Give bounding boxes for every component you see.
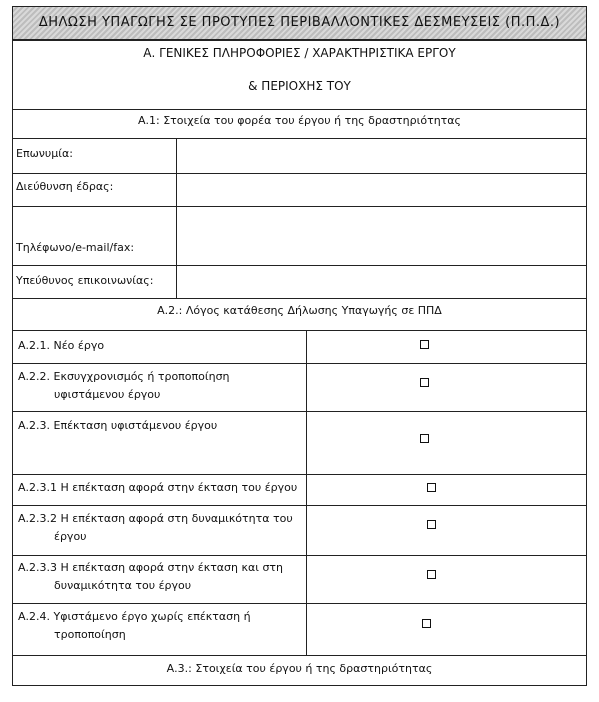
checkbox-a2-1[interactable] <box>420 340 429 349</box>
checkbox-a2-2[interactable] <box>420 378 429 387</box>
divider <box>12 206 587 207</box>
checkbox-a2-3[interactable] <box>420 434 429 443</box>
option-a2-4-label-cont: τροποποίηση <box>54 628 126 641</box>
divider <box>12 109 587 110</box>
field-value-contact[interactable] <box>182 240 582 255</box>
divider <box>12 363 587 364</box>
divider <box>12 411 587 412</box>
option-a2-3-3-label-cont: δυναμικότητα του έργου <box>54 579 192 592</box>
divider <box>12 298 587 299</box>
divider <box>12 603 587 604</box>
section-a-heading-line1: Α. ΓΕΝΙΚΕΣ ΠΛΗΡΟΦΟΡΙΕΣ / ΧΑΡΑΚΤΗΡΙΣΤΙΚΑ ΕΡΓΟΥ <box>143 46 456 60</box>
a3-heading: Α.3.: Στοιχεία του έργου ή της δραστηριότητας <box>166 662 433 675</box>
field-label-responsible: Υπεύθυνος επικοινωνίας: <box>16 274 154 287</box>
divider <box>12 474 587 475</box>
field-label-address: Διεύθυνση έδρας: <box>16 180 114 193</box>
option-a2-3-1-label: Α.2.3.1 Η επέκταση αφορά στην έκταση του έργου <box>18 481 298 494</box>
divider <box>12 555 587 556</box>
option-a2-1-label: Α.2.1. Νέο έργο <box>18 339 105 352</box>
checkbox-a2-4[interactable] <box>422 619 431 628</box>
divider <box>12 330 587 331</box>
divider <box>12 655 587 656</box>
checkbox-a2-3-1[interactable] <box>427 483 436 492</box>
form-title: ΔΗΛΩΣΗ ΥΠΑΓΩΓΗΣ ΣΕ ΠΡΟΤΥΠΕΣ ΠΕΡΙΒΑΛΛΟΝΤΙΚΕΣ ΔΕΣΜΕΥΣΕΙΣ (Π.Π.Δ.) <box>38 15 561 30</box>
option-a2-3-2-label-cont: έργου <box>54 530 87 543</box>
field-label-name: Επωνυμία: <box>16 147 73 160</box>
divider <box>12 265 587 266</box>
field-value-responsible[interactable] <box>182 273 582 288</box>
divider <box>12 138 587 139</box>
checkbox-a2-3-2[interactable] <box>427 520 436 529</box>
option-a2-3-3-label: Α.2.3.3 Η επέκταση αφορά στην έκταση και στη <box>18 561 284 574</box>
divider <box>12 505 587 506</box>
a1-column-divider <box>176 138 177 298</box>
option-a2-3-2-label: Α.2.3.2 Η επέκταση αφορά στη δυναμικότητα του <box>18 512 293 525</box>
option-a2-2-label-cont: υφιστάμενου έργου <box>54 388 161 401</box>
section-a-heading-line2: & ΠΕΡΙΟΧΗΣ ΤΟΥ <box>248 79 351 93</box>
form-title-band <box>12 6 587 40</box>
divider <box>12 173 587 174</box>
checkbox-a2-3-3[interactable] <box>427 570 436 579</box>
a2-heading: Α.2.: Λόγος κατάθεσης Δήλωσης Υπαγωγής σε ΠΠΔ <box>157 304 442 317</box>
field-label-contact: Τηλέφωνο/e-mail/fax: <box>16 241 135 254</box>
option-a2-2-label: Α.2.2. Εκσυγχρονισμός ή τροποποίηση <box>18 370 230 383</box>
option-a2-3-label: Α.2.3. Επέκταση υφιστάμενου έργου <box>18 419 218 432</box>
field-value-name[interactable] <box>182 146 582 161</box>
option-a2-4-label: Α.2.4. Υφιστάμενο έργο χωρίς επέκταση ή <box>18 610 251 623</box>
a2-column-divider <box>306 330 307 655</box>
field-value-address[interactable] <box>182 179 582 194</box>
a1-heading: Α.1: Στοιχεία του φορέα του έργου ή της δραστηριότητας <box>137 114 462 127</box>
